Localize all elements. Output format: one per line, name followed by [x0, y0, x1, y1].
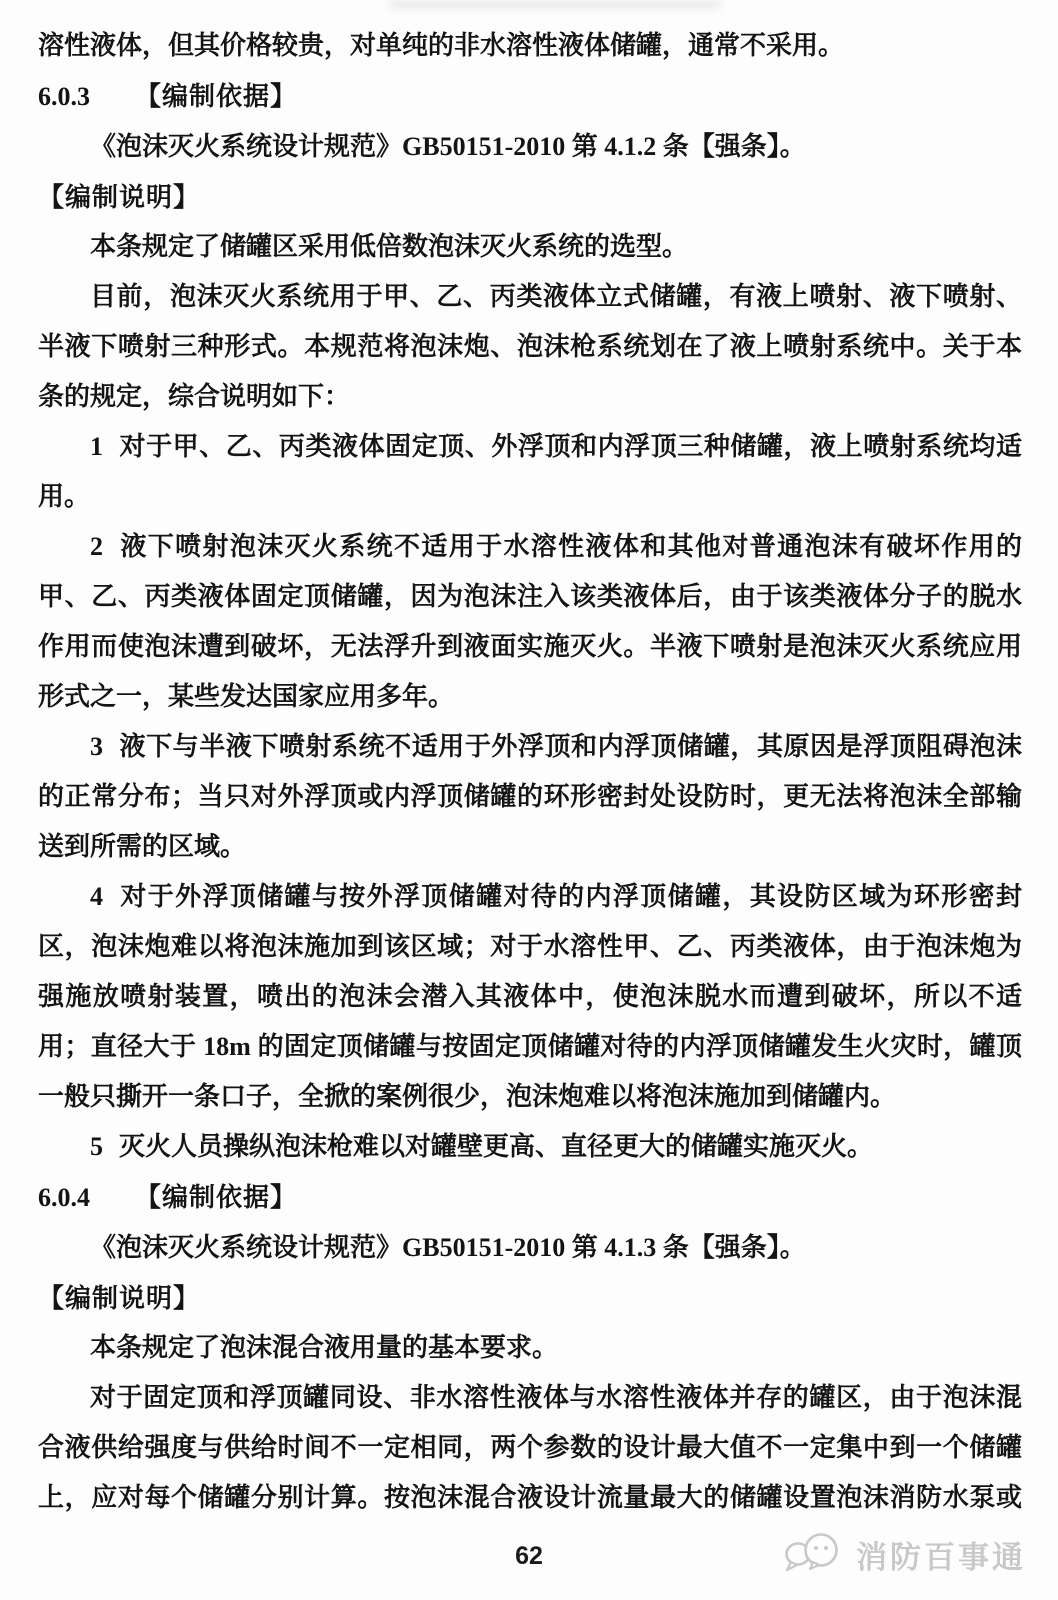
- bracket-label: 【编制说明】: [38, 182, 201, 212]
- paragraph: 本条规定了储罐区采用低倍数泡沫灭火系统的选型。: [90, 232, 689, 261]
- document-text-column: [38, 21, 1022, 1523]
- clause-reference: 《泡沫灭火系统设计规范》GB50151-2010 第 4.1.2 条【强条】。: [90, 132, 806, 161]
- item-text: 对于甲、乙、丙类液体固定顶、外浮顶和内浮顶三种储罐，液上喷射系统均适用。: [38, 432, 1022, 511]
- page-number: 62: [515, 1542, 543, 1570]
- item-text: 液下喷射泡沫灭火系统不适用于水溶性液体和其他对普通泡沫有破坏作用的甲、乙、丙类液体固定顶储罐，因为泡沫注入该类液体后，由于该类液体分子的脱水作用而使泡沫遭到破坏，无法浮升到液面实施灭火。半液下喷射是泡沫灭火系统应用形式之一，某些发达国家应用多年。: [38, 532, 1022, 711]
- section-label: 【编制依据】: [135, 81, 298, 111]
- scan-artifact: [390, 0, 720, 9]
- numbered-item: [38, 422, 1022, 522]
- section-number: 6.0.3: [38, 82, 90, 111]
- numbered-item: [38, 872, 1022, 1122]
- watermark-text: 消防百事通: [856, 1540, 1026, 1575]
- item-number: 2: [90, 532, 103, 561]
- paragraph: 对于固定顶和浮顶罐同设、非水溶性液体与水溶性液体并存的罐区，由于泡沫混合液供给强度与供给时间不一定相同，两个参数的设计最大值不一定集中到一个储罐上，应对每个储罐分别计算。按泡沫混合液设计流量最大的储罐设置泡沫消防水泵或: [38, 1383, 1022, 1512]
- section-heading: [38, 71, 1022, 122]
- clause-reference: 《泡沫灭火系统设计规范》GB50151-2010 第 4.1.3 条【强条】。: [90, 1233, 806, 1262]
- section-number: 6.0.4: [38, 1183, 90, 1212]
- item-number: 4: [90, 882, 103, 911]
- item-text: 灭火人员操纵泡沫枪难以对罐壁更高、直径更大的储罐实施灭火。: [119, 1132, 874, 1161]
- paragraph: 溶性液体，但其价格较贵，对单纯的非水溶性液体储罐，通常不采用。: [38, 31, 845, 60]
- section-heading: [38, 1172, 1022, 1223]
- numbered-item: [38, 1122, 1022, 1172]
- item-number: 5: [90, 1132, 103, 1161]
- numbered-item: [38, 722, 1022, 872]
- paragraph: 目前，泡沫灭火系统用于甲、乙、丙类液体立式储罐，有液上喷射、液下喷射、半液下喷射三种形式。本规范将泡沫炮、泡沫枪系统划在了液上喷射系统中。关于本条的规定，综合说明如下：: [38, 282, 1022, 411]
- paragraph: 本条规定了泡沫混合液用量的基本要求。: [90, 1333, 559, 1362]
- item-text: 对于外浮顶储罐与按外浮顶储罐对待的内浮顶储罐，其设防区域为环形密封区，泡沫炮难以将泡沫施加到该区域；对于水溶性甲、乙、丙类液体，由于泡沫炮为强施放喷射装置，喷出的泡沫会潜入其液体中，使泡沫脱水而遭到破坏，所以不适用；直径大于 18m 的固定顶储罐与按固定顶储罐对待的内浮顶储罐发生火灾时，罐顶一般只撕开一条口子，全掀的案例很少，泡沫炮难以将泡沫施加到储罐内。: [38, 882, 1022, 1111]
- bracket-label: 【编制说明】: [38, 1283, 201, 1313]
- section-label: 【编制依据】: [135, 1182, 298, 1212]
- item-text: 液下与半液下喷射系统不适用于外浮顶和内浮顶储罐，其原因是浮顶阻碍泡沫的正常分布；当只对外浮顶或内浮顶储罐的环形密封处设防时，更无法将泡沫全部输送到所需的区域。: [38, 732, 1022, 861]
- item-number: 3: [90, 732, 103, 761]
- numbered-item: [38, 522, 1022, 722]
- item-number: 1: [90, 432, 103, 461]
